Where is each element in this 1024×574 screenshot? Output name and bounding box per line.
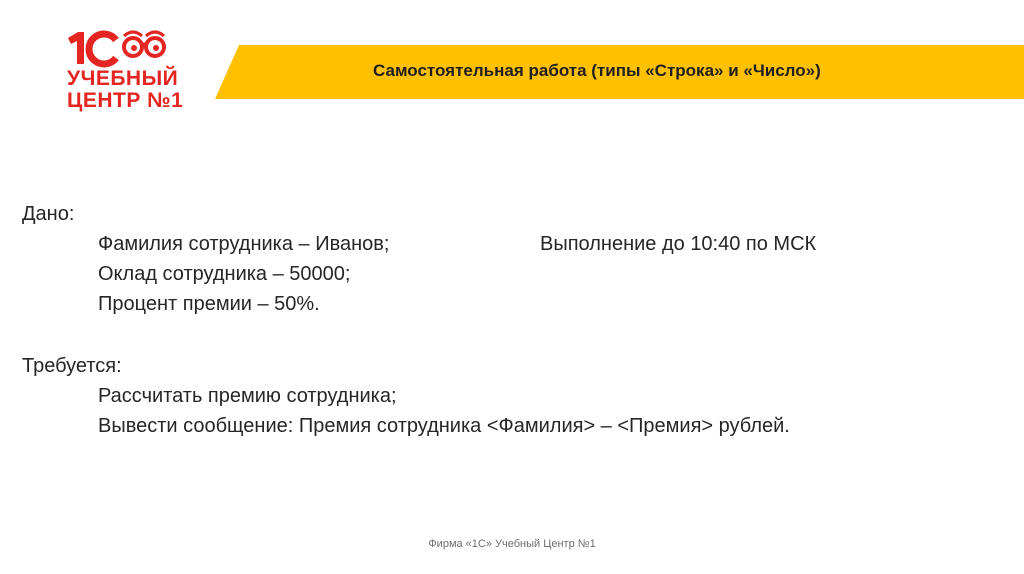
section-gap <box>22 319 982 351</box>
logo-text-line2: ЦЕНТР №1 <box>67 89 184 112</box>
required-item-2: Вывести сообщение: Премия сотрудника <Фамилия> – <Премия> рублей. <box>98 415 790 437</box>
footer-text: Фирма «1С» Учебный Центр №1 <box>428 538 596 550</box>
required-heading: Требуется: <box>22 355 122 377</box>
given-item-1 <box>22 229 982 259</box>
required-item-1: Рассчитать премию сотрудника; <box>98 385 397 407</box>
deadline-note: Выполнение до 10:40 по МСК <box>540 233 817 255</box>
logo-mark-icon <box>62 26 174 68</box>
company-logo <box>62 26 184 112</box>
page-title: Самостоятельная работа (типы «Строка» и «Число») <box>373 61 821 80</box>
task-content <box>22 199 982 441</box>
logo-text-line1: УЧЕБНЫЙ <box>67 67 179 90</box>
given-item-2: Оклад сотрудника – 50000; <box>98 263 351 285</box>
given-item-3: Процент премии – 50%. <box>98 293 320 315</box>
given-item-text: Фамилия сотрудника – Иванов; <box>98 233 390 255</box>
given-heading: Дано: <box>22 203 75 225</box>
